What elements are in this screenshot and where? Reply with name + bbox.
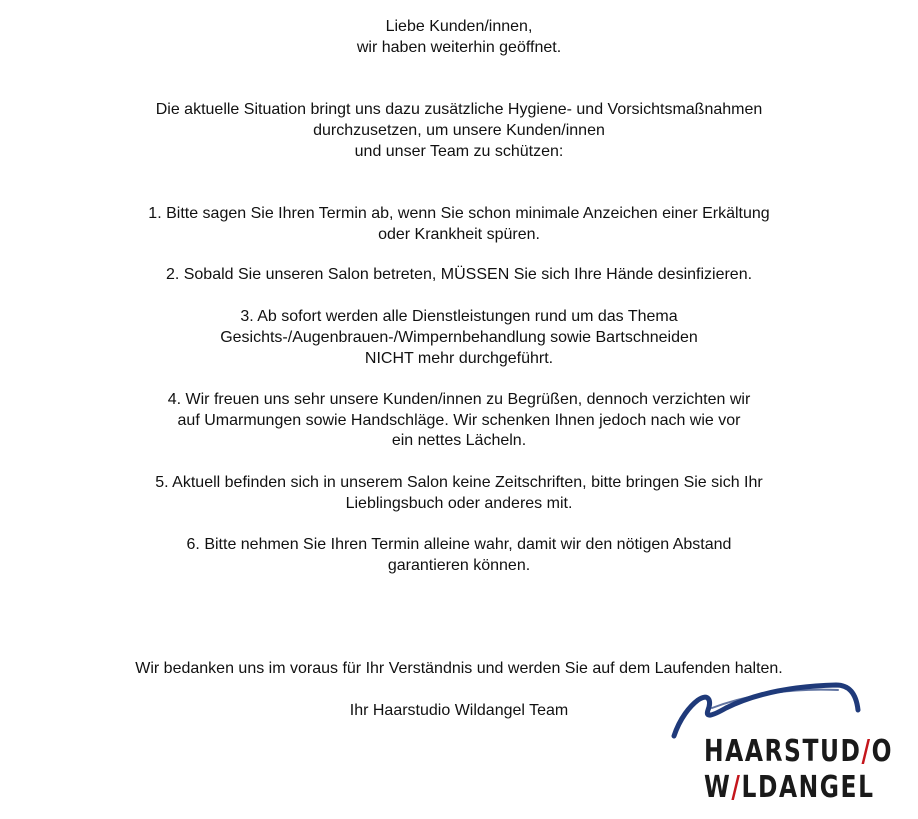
rule-line: ein nettes Lächeln. bbox=[391, 432, 527, 449]
greeting-line-1: Liebe Kunden/innen, bbox=[385, 18, 533, 35]
rule-line: Lieblingsbuch oder anderes mit. bbox=[345, 495, 573, 512]
logo-line-2: W/LDANGEL bbox=[704, 770, 875, 805]
greeting-line-2: wir haben weiterhin geöffnet. bbox=[356, 39, 562, 56]
rule-line: 3. Ab sofort werden alle Dienstleistungen rund um das Thema bbox=[240, 308, 678, 325]
intro-line-1: Die aktuelle Situation bringt uns dazu zusätzliche Hygiene- und Vorsichtsmaßnahmen bbox=[155, 101, 763, 118]
thanks-line: Wir bedanken uns im voraus für Ihr Verständnis und werden Sie auf dem Laufenden halten. bbox=[135, 660, 783, 677]
signature-line: Ihr Haarstudio Wildangel Team bbox=[349, 702, 569, 719]
rule-line: garantieren können. bbox=[387, 557, 531, 574]
rule-line: oder Krankheit spüren. bbox=[378, 226, 540, 243]
rule-line: 4. Wir freuen uns sehr unsere Kunden/innen zu Begrüßen, dennoch verzichten wir bbox=[167, 391, 751, 408]
logo-line-1: HAARSTUD/O bbox=[704, 734, 894, 769]
rule-line: Gesichts-/Augenbrauen-/Wimpernbehandlung sowie Bartschneiden bbox=[220, 329, 698, 346]
rule-line: 1. Bitte sagen Sie Ihren Termin ab, wenn Sie schon minimale Anzeichen einer Erkältung bbox=[148, 205, 770, 222]
rule-line: auf Umarmungen sowie Handschläge. Wir schenken Ihnen jedoch nach wie vor bbox=[177, 412, 741, 429]
rule-line: 2. Sobald Sie unseren Salon betreten, MÜSSEN Sie sich Ihre Hände desinfizieren. bbox=[165, 266, 753, 283]
intro-line-3: und unser Team zu schützen: bbox=[354, 143, 564, 160]
intro-line-2: durchzusetzen, um unsere Kunden/innen bbox=[313, 122, 605, 139]
haarstudio-wildangel-logo bbox=[668, 678, 894, 808]
rule-line: NICHT mehr durchgeführt. bbox=[364, 350, 554, 367]
rule-line: 6. Bitte nehmen Sie Ihren Termin alleine wahr, damit wir den nötigen Abstand bbox=[186, 536, 732, 553]
rule-line: 5. Aktuell befinden sich in unserem Salon keine Zeitschriften, bitte bringen Sie sich Ihr bbox=[155, 474, 763, 491]
